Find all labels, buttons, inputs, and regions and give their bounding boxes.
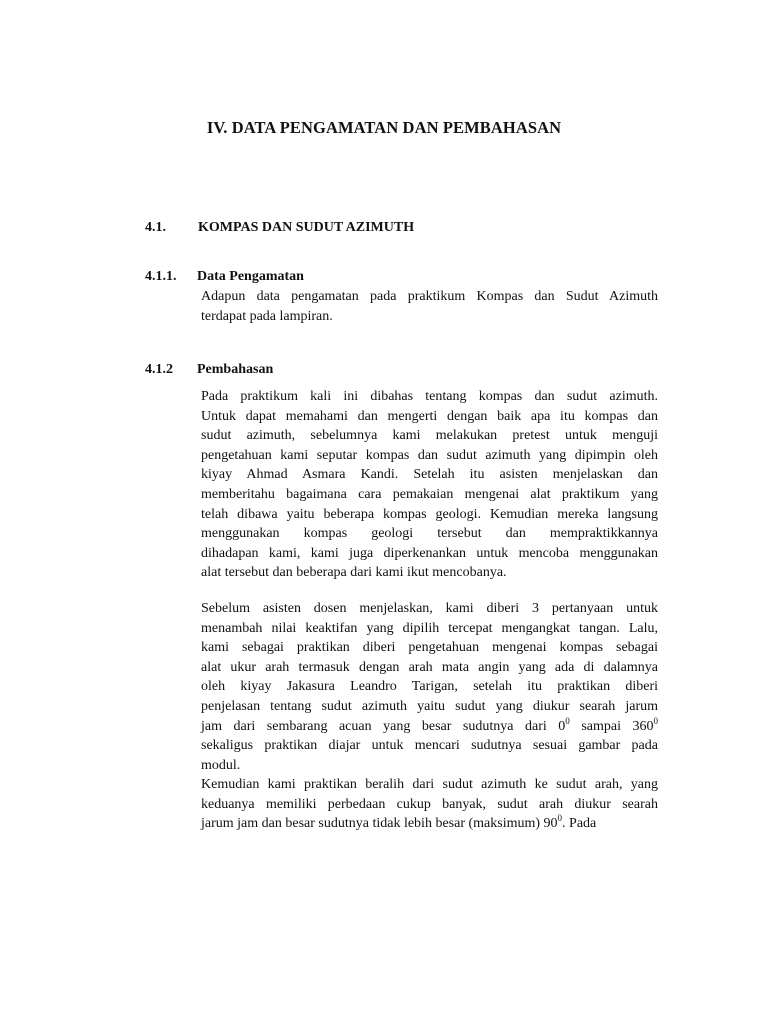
degree-superscript: 0 <box>565 715 570 726</box>
text-run: sampai 360 <box>569 718 654 734</box>
text-run: . Pada <box>562 816 597 832</box>
paragraph-line: menambah nilai keaktifan yang dipilih tercepat mengangkat tangan. Lalu, <box>201 620 658 636</box>
paragraph-line: Sebelum asisten dosen menjelaskan, kami diberi 3 pertanyaan untuk <box>201 601 658 616</box>
degree-superscript: 0 <box>653 715 658 726</box>
subsection-2-number: 4.1.2 <box>145 362 173 377</box>
subsection-2-title: Pembahasan <box>197 362 274 377</box>
paragraph-line-with-degrees <box>201 717 658 737</box>
text-run: jam dari sembarang acuan yang besar sudutnya dari 0 <box>201 718 566 734</box>
paragraph-line: terdapat pada lampiran. <box>201 308 333 324</box>
chapter-title: IV. DATA PENGAMATAN DAN PEMBAHASAN <box>206 118 562 137</box>
paragraph-line-with-degrees <box>201 814 658 834</box>
degree-superscript: 0 <box>557 813 563 824</box>
paragraph-line: telah dibawa yaitu beberapa kompas geologi. Kemudian mereka langsung <box>201 506 658 522</box>
paragraph-line: alat ukur arah termasuk dengan arah mata angin yang ada di dalamnya <box>201 659 658 675</box>
paragraph-line: penjelasan tentang sudut azimuth yaitu sudut yang diukur searah jarum <box>201 698 658 714</box>
paragraph-line: modul. <box>201 757 241 773</box>
paragraph-line: Kemudian kami praktikan beralih dari sudut azimuth ke sudut arah, yang <box>201 777 658 792</box>
subsection-2-paragraph-3 <box>201 775 658 834</box>
paragraph-line: pengetahuan kami seputar kompas dan sudut azimuth yang dipimpin oleh <box>201 447 658 463</box>
paragraph-line: oleh kiyay Jakasura Leandro Tarigan, setelah itu praktikan diberi <box>201 679 658 695</box>
paragraph-line: Untuk dapat memahami dan mengerti dengan baik apa itu kompas dan <box>201 408 658 424</box>
paragraph-line: keduanya memiliki perbedaan cukup banyak, sudut arah diukur searah <box>201 796 658 812</box>
paragraph-line: kiyay Ahmad Asmara Kandi. Setelah itu asisten menjelaskan dan <box>201 467 658 483</box>
paragraph-line: sekaligus praktikan diajar untuk mencari sudutnya sesuai gambar pada <box>201 738 658 754</box>
subsection-2-paragraph-2 <box>201 599 658 775</box>
paragraph-line: menggunakan kompas geologi tersebut dan mempraktikkannya <box>201 526 658 542</box>
section-title: KOMPAS DAN SUDUT AZIMUTH <box>198 220 415 235</box>
paragraph-line: Pada praktikum kali ini dibahas tentang kompas dan sudut azimuth. <box>201 389 658 404</box>
subsection-1-paragraph <box>201 287 658 326</box>
paragraph-line: memberitahu bagaimana cara pemakaian mengenai alat praktikum yang <box>201 486 658 502</box>
section-number: 4.1. <box>145 220 166 235</box>
paragraph-line: Adapun data pengamatan pada praktikum Kompas dan Sudut Azimuth <box>201 289 658 304</box>
paragraph-line: kami sebagai praktikan diberi pengetahuan mengenai kompas sebagai <box>201 640 658 656</box>
paragraph-line: alat tersebut dan beberapa dari kami ikut mencobanya. <box>201 565 507 581</box>
subsection-2-paragraph-1 <box>201 387 658 583</box>
subsection-1-title: Data Pengamatan <box>197 269 304 284</box>
subsection-1-number: 4.1.1. <box>145 269 177 284</box>
paragraph-line: dihadapan kami, kami juga diperkenankan untuk mencoba menggunakan <box>201 545 658 561</box>
paragraph-line: sudut azimuth, sebelumnya kami melakukan pretest untuk menguji <box>201 428 658 444</box>
text-run: jarum jam dan besar sudutnya tidak lebih besar (maksimum) 90 <box>201 816 558 832</box>
